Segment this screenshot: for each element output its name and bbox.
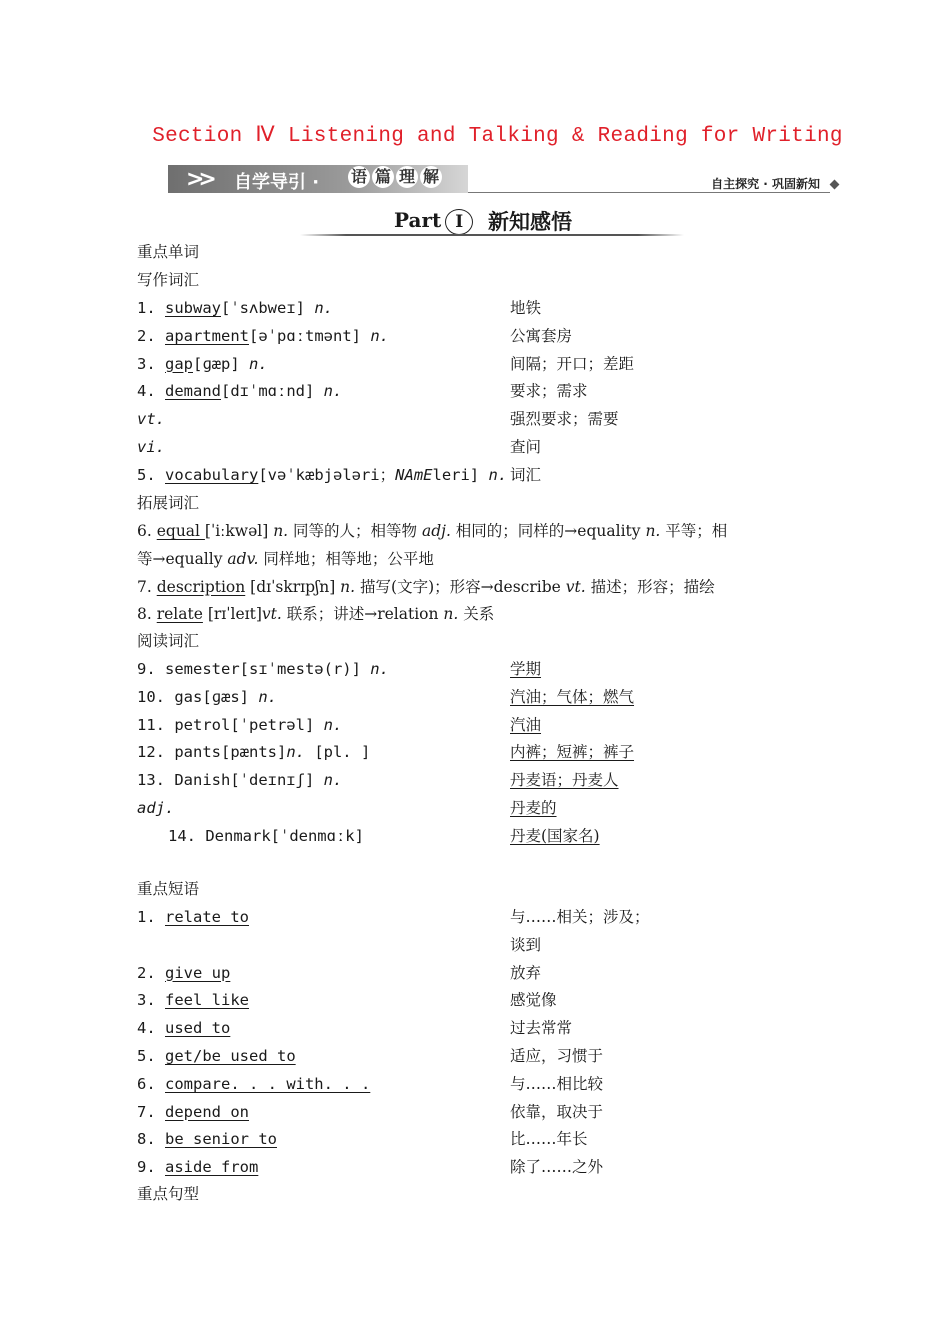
phonetic: [ˈsʌbweɪ] xyxy=(221,299,305,317)
reading-word: 9. semester[sɪˈmestə(r)] xyxy=(137,660,371,678)
vocab-word: subway xyxy=(165,299,221,317)
meaning-text: 汽油 xyxy=(510,715,542,734)
text-run: 描述；形容；描绘 xyxy=(585,577,715,596)
item-number: 2. xyxy=(137,326,165,345)
text-run: 平等；相 xyxy=(660,522,728,540)
item-number: 8. xyxy=(137,1130,165,1149)
heading-reading-words: 阅读词汇 xyxy=(137,632,200,650)
vocab-word: demand xyxy=(165,382,221,401)
item-number: 3. xyxy=(137,991,165,1010)
item-number: 7. xyxy=(137,1102,165,1121)
phrase-meaning: 依靠，取决于 xyxy=(510,1102,604,1121)
item-number: 1. xyxy=(137,299,165,317)
heading-key-words: 重点单词 xyxy=(137,243,200,261)
phrase-meaning: 比……年长 xyxy=(510,1130,588,1149)
vocab-meaning: 公寓套房 xyxy=(510,326,573,345)
phrase-text: feel like xyxy=(165,991,249,1010)
vocab-meaning: 强烈要求；需要 xyxy=(510,410,619,429)
text-run: 等→equally xyxy=(137,549,228,568)
phrase-meaning: 除了……之外 xyxy=(510,1158,604,1177)
reading-vocab-item xyxy=(137,742,370,762)
reading-vocab-item xyxy=(137,798,174,818)
text-run: n. xyxy=(273,522,289,540)
part-of-speech: n. xyxy=(370,660,389,678)
phonetic: [ɡæp] xyxy=(193,354,240,373)
text-run: n. xyxy=(443,605,459,624)
phonetic: [dɪˈmɑːnd] xyxy=(221,382,315,401)
meaning-text: 内裤；短裤；裤子 xyxy=(510,743,635,762)
reading-meaning xyxy=(510,770,619,790)
vocab-item xyxy=(137,409,165,429)
text-run: 描写(文字)；形容→describe xyxy=(355,577,566,596)
meaning-text: 丹麦语；丹麦人 xyxy=(510,771,619,790)
phrase-item xyxy=(137,1046,296,1066)
item-number: 3. xyxy=(137,354,165,373)
text-run: 联系；讲述→relation xyxy=(281,605,444,624)
phrase-meaning: 放弃 xyxy=(510,963,542,982)
phonetic: [əˈpɑːtmənt] xyxy=(249,326,361,345)
phrase-text: depend on xyxy=(165,1102,249,1121)
part-underline xyxy=(300,234,684,236)
part-of-speech: n. xyxy=(323,771,343,790)
phrase-meaning: 谈到 xyxy=(510,935,542,954)
phrase-item xyxy=(137,1129,277,1149)
banner-right-text: 自主探究 · 巩固新知 xyxy=(711,177,820,191)
vocab-item xyxy=(137,381,342,401)
guide-banner xyxy=(168,163,840,195)
phrase-text: give up xyxy=(165,963,231,982)
part-roman-numeral: Ⅰ xyxy=(445,209,473,235)
vocab-meaning: 间隔；开口；差距 xyxy=(510,354,635,373)
text-run: relate xyxy=(156,605,203,624)
extended-vocab-line xyxy=(137,577,715,597)
text-run: n. xyxy=(645,522,661,540)
reading-meaning xyxy=(510,659,541,679)
part-of-speech: vi. xyxy=(137,438,165,456)
part-of-speech: n. xyxy=(286,743,305,762)
text-run: adj. xyxy=(421,522,451,540)
reading-word: 13. Danish[ˈdeɪnɪʃ] xyxy=(137,771,324,790)
phonetic: leri] xyxy=(432,465,480,484)
text-run: vt. xyxy=(565,577,586,596)
extended-vocab-line xyxy=(137,521,727,541)
circled-char: 篇 xyxy=(372,166,394,188)
part-of-speech: adj. xyxy=(137,799,175,817)
reading-vocab-item xyxy=(137,770,342,790)
reading-vocab-item xyxy=(137,659,389,679)
banner-circled-chars xyxy=(348,166,442,188)
item-number: 5. xyxy=(137,1047,165,1065)
phrase-item xyxy=(137,963,230,983)
item-number: 6. xyxy=(137,1074,165,1093)
text-run: [rɪˈleɪt] xyxy=(202,605,262,624)
circled-char: 语 xyxy=(348,166,370,188)
plural-note: [pl. ] xyxy=(304,743,371,762)
reading-meaning xyxy=(510,826,600,846)
reading-word: 12. pants[pænts] xyxy=(137,743,287,762)
phrase-item xyxy=(137,1157,258,1177)
text-run: 同样地；相等地；公平地 xyxy=(258,549,434,568)
item-number: 4. xyxy=(137,382,165,401)
reading-meaning xyxy=(510,715,541,735)
vocab-item xyxy=(137,437,165,457)
banner-dot: · xyxy=(312,172,320,193)
reading-word: 10. gas[ɡæs] xyxy=(137,687,259,706)
text-run: n. xyxy=(340,577,356,596)
phrase-text: get/be used to xyxy=(165,1047,296,1065)
phonetic-variant: NAmE xyxy=(395,465,433,484)
meaning-text: 丹麦(国家名) xyxy=(510,826,600,845)
heading-key-phrases: 重点短语 xyxy=(137,880,200,898)
vocab-meaning: 词汇 xyxy=(510,465,542,484)
text-run: vt. xyxy=(261,605,282,624)
part-of-speech: n. xyxy=(239,354,268,373)
heading-key-sentences: 重点句型 xyxy=(137,1185,200,1203)
item-number: 9. xyxy=(137,1158,165,1177)
text-run: 同等的人；相等物 xyxy=(288,522,422,540)
part-label: Part xyxy=(394,208,442,232)
text-run: [ˈiːkwəl] xyxy=(204,522,274,540)
phrase-item xyxy=(137,1074,370,1094)
reading-meaning xyxy=(510,687,634,707)
heading-writing-words: 写作词汇 xyxy=(137,271,200,289)
phrase-text: compare. . . with. . . xyxy=(165,1074,371,1093)
banner-left-text xyxy=(234,168,319,194)
part-label-group xyxy=(394,208,473,235)
reading-word: 11. petrol[ˈpetrəl] xyxy=(137,715,324,734)
item-number: 2. xyxy=(137,963,165,982)
reading-meaning xyxy=(510,742,634,762)
heading-extended-words: 拓展词汇 xyxy=(137,494,200,512)
circled-char: 解 xyxy=(420,166,442,188)
part-header xyxy=(300,204,684,238)
phrase-meaning: 感觉像 xyxy=(510,991,557,1010)
section-title: Section Ⅳ Listening and Talking & Reading for Writing xyxy=(152,125,843,148)
phrase-text: relate to xyxy=(165,908,249,926)
phrase-item xyxy=(137,990,249,1010)
vocab-word: vocabulary xyxy=(165,465,259,484)
extended-vocab-line xyxy=(137,549,434,569)
vocab-item xyxy=(137,465,507,485)
part-of-speech: n. xyxy=(305,299,333,317)
text-run: description xyxy=(156,577,246,596)
vocab-word: gap xyxy=(165,354,193,373)
vocab-word: apartment xyxy=(165,326,249,345)
part-heading: 新知感悟 xyxy=(488,210,572,234)
phrase-meaning: 适应，习惯于 xyxy=(510,1047,604,1065)
phrase-item xyxy=(137,1018,230,1038)
reading-vocab-item xyxy=(168,826,364,846)
item-number: 4. xyxy=(137,1019,165,1038)
text-run: 相同的；同样的→equality xyxy=(450,522,646,540)
reading-word: 14. Denmark[ˈdenmɑːk] xyxy=(168,826,364,845)
part-of-speech: n. xyxy=(323,715,343,734)
meaning-text: 学期 xyxy=(510,660,542,678)
meaning-text: 丹麦的 xyxy=(510,799,557,817)
banner-label: 自学导引 xyxy=(234,172,306,193)
banner-rule xyxy=(468,192,830,193)
vocab-meaning: 要求；需求 xyxy=(510,382,588,401)
circled-char: 理 xyxy=(396,166,418,188)
text-run: 关系 xyxy=(458,605,495,624)
part-of-speech: n. xyxy=(360,326,389,345)
vocab-meaning: 查问 xyxy=(510,438,542,456)
phrase-item xyxy=(137,907,249,927)
phrase-text: used to xyxy=(165,1019,231,1038)
meaning-text: 汽油；气体；燃气 xyxy=(510,687,635,706)
text-run: 6. xyxy=(137,522,157,540)
text-run: [dɪˈskrɪpʃn] xyxy=(245,577,341,596)
phrase-item xyxy=(137,1102,249,1122)
part-of-speech: n. xyxy=(314,382,343,401)
phrase-meaning: 与……相关；涉及； xyxy=(510,908,650,926)
vocab-item xyxy=(137,354,268,374)
phrase-text: aside from xyxy=(165,1158,259,1177)
item-number: 5. xyxy=(137,465,165,484)
extended-vocab-line xyxy=(137,604,494,624)
vocab-meaning: 地铁 xyxy=(510,299,542,317)
text-run: adv. xyxy=(227,549,259,568)
vocab-item xyxy=(137,298,333,318)
part-of-speech: n. xyxy=(258,687,277,706)
phrase-text: be senior to xyxy=(165,1130,277,1149)
diamond-icon xyxy=(830,180,840,190)
text-run: 8. xyxy=(137,605,157,624)
phrase-meaning: 过去常常 xyxy=(510,1019,573,1038)
chevron-icon: >> xyxy=(186,167,211,192)
reading-meaning xyxy=(510,798,557,818)
phonetic: [vəˈkæbjələri； xyxy=(258,465,396,484)
reading-vocab-item xyxy=(137,715,342,735)
item-number: 1. xyxy=(137,908,165,926)
part-of-speech: n. xyxy=(479,465,508,484)
text-run: 7. xyxy=(137,577,157,596)
text-run: equal xyxy=(156,522,205,540)
reading-vocab-item xyxy=(137,687,277,707)
vocab-item xyxy=(137,326,389,346)
part-of-speech: vt. xyxy=(137,410,165,429)
phrase-meaning: 与……相比较 xyxy=(510,1074,604,1093)
